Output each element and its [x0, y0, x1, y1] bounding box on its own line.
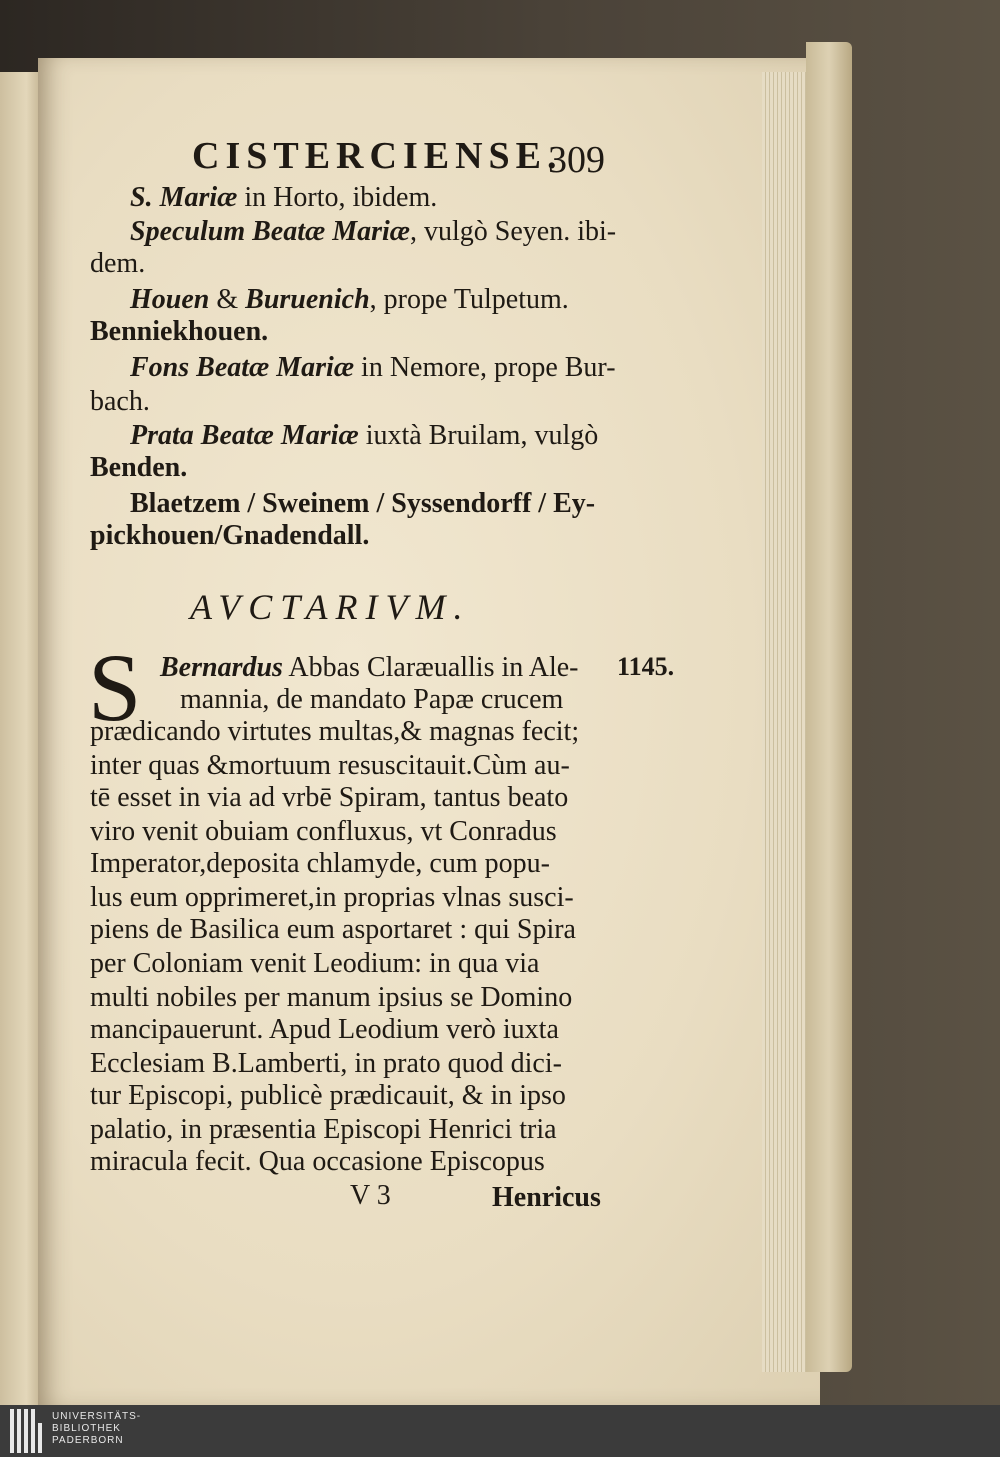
- body-line: Imperator,deposita chlamyde, cum popu-: [90, 848, 550, 879]
- text-line: Fons Beatæ Mariæ in Nemore, prope Bur-: [130, 352, 616, 383]
- footer-line: BIBLIOTHEK: [52, 1423, 121, 1434]
- body-line: viro venit obuiam confluxus, vt Conradus: [90, 816, 557, 847]
- text-line: Houen & Buruenich, prope Tulpetum.: [130, 284, 569, 315]
- catchword: Henricus: [492, 1182, 601, 1213]
- page-edges: [762, 72, 810, 1372]
- body-line: tur Episcopi, publicè prædicauit, & in ipso: [90, 1080, 566, 1111]
- body-line: mancipauerunt. Apud Leodium verò iuxta: [90, 1014, 559, 1045]
- text-line: bach.: [90, 386, 150, 417]
- signature-mark: V 3: [350, 1180, 391, 1211]
- body-line: palatio, in præsentia Episcopi Henrici tria: [90, 1114, 557, 1145]
- footer-line: UNIVERSITÄTS-: [52, 1411, 142, 1422]
- margin-year: 1145.: [617, 652, 675, 681]
- text-line: Benniekhouen.: [90, 316, 269, 347]
- body-line: mannia, de mandato Papæ crucem: [180, 684, 564, 715]
- body-line: piens de Basilica eum asportaret : qui Spira: [90, 914, 576, 945]
- drop-capital: S: [88, 634, 142, 741]
- text-line: S. Mariæ in Horto, ibidem.: [130, 182, 438, 213]
- text-line: Prata Beatæ Mariæ iuxtà Bruilam, vulgò: [130, 420, 599, 451]
- body-line: miracula fecit. Qua occasione Episcopus: [90, 1146, 545, 1177]
- text-line: Benden.: [90, 452, 188, 483]
- body-line: inter quas &mortuum resuscitauit.Cùm au-: [90, 750, 570, 781]
- library-footer: [0, 1405, 1000, 1457]
- text-line: Blaetzem / Sweinem / Syssendorff / Ey-: [130, 488, 596, 519]
- body-line: tē esset in via ad vrbē Spiram, tantus beato: [90, 782, 569, 813]
- page-number: 309: [548, 139, 605, 181]
- body-line: multi nobiles per manum ipsius se Domino: [90, 982, 573, 1013]
- body-line: prædicando virtutes multas,& magnas fecit;: [90, 716, 580, 747]
- body-line: Bernardus Abbas Claræuallis in Ale-: [160, 652, 579, 683]
- footer-line: PADERBORN: [52, 1435, 124, 1446]
- text-line: pickhouen/Gnadendall.: [90, 520, 370, 551]
- text-line: dem.: [90, 248, 146, 279]
- body-line: Ecclesiam B.Lamberti, in prato quod dici-: [90, 1048, 562, 1079]
- library-logo-icon: [10, 1409, 44, 1453]
- vellum-cover-edge: [806, 42, 852, 1372]
- running-head: CISTERCIENSE.: [192, 135, 563, 177]
- text-line: Speculum Beatæ Mariæ, vulgò Seyen. ibi-: [130, 216, 617, 247]
- body-line: lus eum opprimeret,in proprias vlnas susci-: [90, 882, 574, 913]
- section-heading: AVCTARIVM.: [190, 587, 471, 627]
- body-line: per Coloniam venit Leodium: in qua via: [90, 948, 540, 979]
